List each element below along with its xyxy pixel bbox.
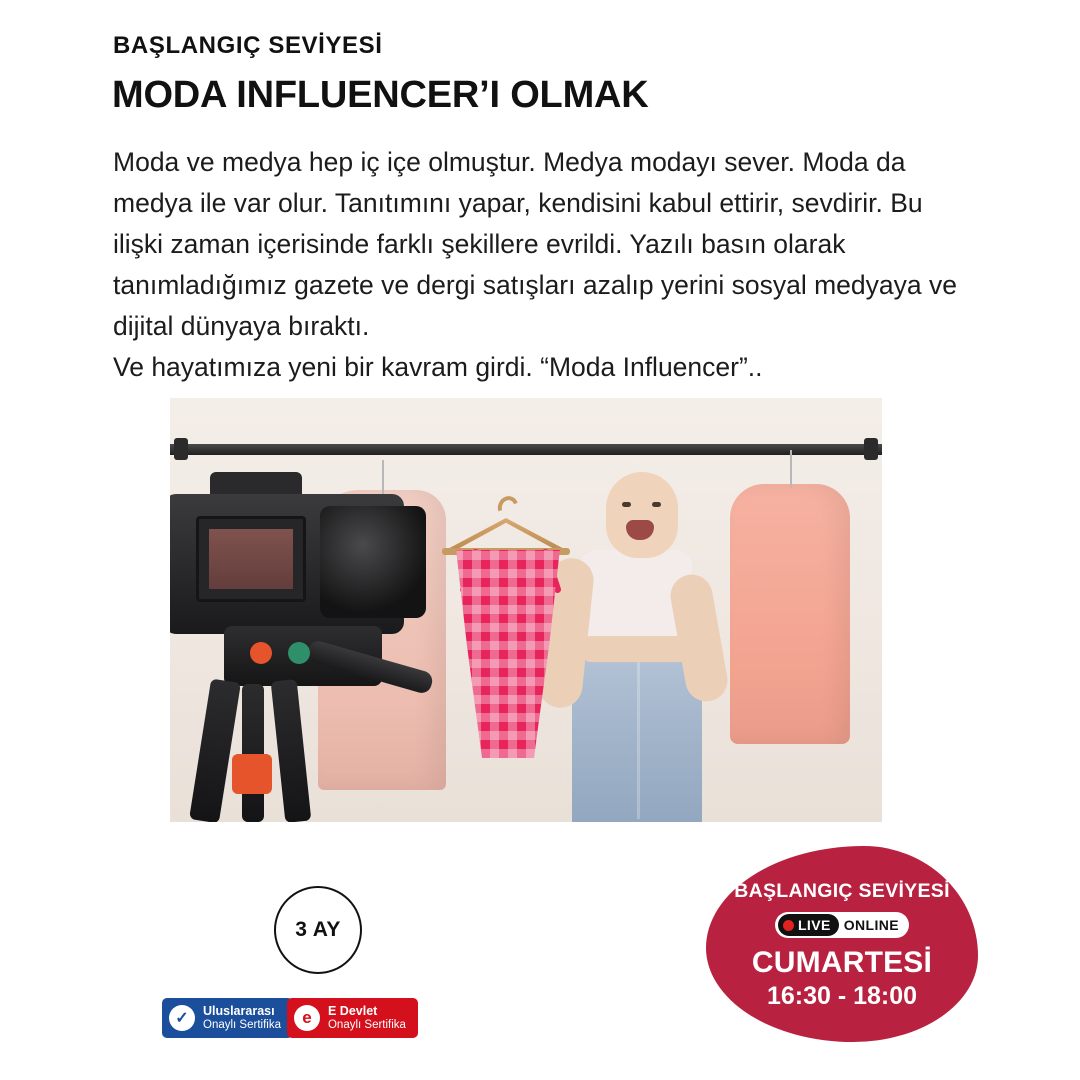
- rail-end-right: [864, 438, 878, 460]
- schedule-badge: [706, 846, 978, 1042]
- model-midriff: [584, 636, 688, 662]
- schedule-level-label: BAŞLANGIÇ SEVİYESİ: [734, 880, 950, 902]
- certificate-international: [162, 998, 293, 1038]
- certificate-badges: [162, 998, 418, 1038]
- certificate-edevlet-text: [328, 1005, 406, 1031]
- rail-end-left: [174, 438, 188, 460]
- tripod-leg-left: [189, 679, 241, 822]
- camera-screen-preview: [209, 529, 293, 589]
- certificate-international-text: [203, 1005, 281, 1031]
- hero-image: [170, 398, 882, 822]
- model-eye-right: [652, 502, 661, 507]
- tripod-leg-right: [271, 679, 312, 822]
- model-eye-left: [622, 502, 631, 507]
- hanger-hook-icon: [494, 493, 521, 521]
- live-label: LIVE: [797, 917, 831, 933]
- schedule-day: CUMARTESİ: [751, 946, 933, 979]
- live-online-pill: [775, 912, 909, 938]
- model-head: [606, 472, 678, 558]
- tripod-knob-green: [288, 642, 310, 664]
- tripod-knob-orange: [250, 642, 272, 664]
- camera-screen: [196, 516, 306, 602]
- duration-badge-label: 3 AY: [295, 918, 341, 941]
- tripod-lock-orange: [232, 754, 272, 794]
- camera-lens: [320, 506, 426, 618]
- duration-badge: [274, 886, 362, 974]
- clothes-rail: [170, 444, 882, 455]
- check-icon: ✓: [169, 1005, 195, 1031]
- e-devlet-icon: e: [294, 1005, 320, 1031]
- online-label: ONLINE: [843, 917, 899, 933]
- page-title: MODA INFLUENCER’I OLMAK: [112, 74, 649, 116]
- certificate-international-line2: Onaylı Sertifika: [203, 1018, 281, 1031]
- description-paragraph-2: Ve hayatımıza yeni bir kavram girdi. “Moda Influencer”..: [113, 352, 763, 382]
- live-dot-icon: [783, 920, 794, 931]
- pink-checked-swimsuit: [454, 550, 562, 758]
- tripod-leg-center: [242, 684, 264, 822]
- description-paragraph-1: Moda ve medya hep iç içe olmuştur. Medya modayı sever. Moda da medya ile var olur. Tanıtımını yapar, kendisini kabul ettirir, sevdirir. Bu ilişki zaman içerisinde farklı şekillere evrildi. Yazılı basın olarak tanımladığımız gazete ve dergi satışları azalıp yerini sosyal medyaya ve dijital dünyaya bıraktı.: [113, 147, 957, 341]
- course-level-kicker: BAŞLANGIÇ SEVİYESİ: [113, 32, 383, 59]
- description-text: [113, 142, 973, 388]
- wooden-hanger: [442, 518, 570, 552]
- hero-image-scene: [170, 398, 882, 822]
- garment-coral-shirt: [730, 484, 850, 744]
- certificate-international-line1: Uluslararası: [203, 1004, 275, 1019]
- certificate-edevlet-line2: Onaylı Sertifika: [327, 1018, 406, 1031]
- live-label-wrapper: [778, 914, 839, 936]
- certificate-edevlet-line1: E Devlet: [327, 1004, 378, 1019]
- schedule-time: 16:30 - 18:00: [766, 982, 918, 1010]
- certificate-edevlet: [287, 998, 418, 1038]
